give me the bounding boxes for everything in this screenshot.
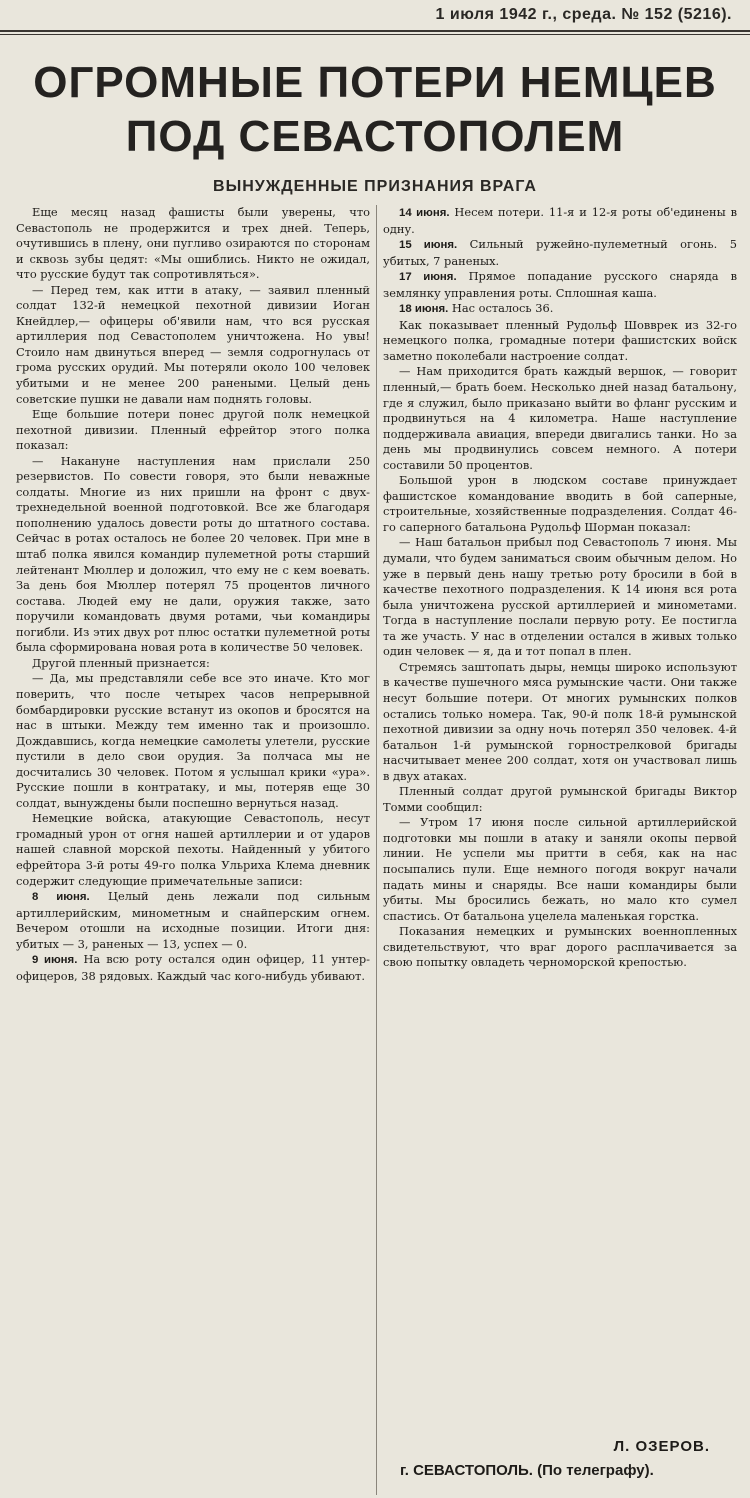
paragraph: Еще большие потери понес другой полк немецкой пехотной дивизии. Пленный ефрейтор этого полка показал: (16, 407, 370, 453)
paragraph: Еще месяц назад фашисты были уверены, что Севастополь не продержится и трех дней. Теперь, очутившись в плену, они пугливо озираются по сторонам и сквозь зубы цедят: «Мы ошиблись. Никто не ожидал, что русские будут так сопротивляться». (16, 205, 370, 282)
diary-text: На всю роту остался один офицер, 11 унтер-офицеров, 38 рядовых. Каждый час кого-нибудь убивают. (16, 952, 371, 983)
diary-date: 9 июня. (32, 954, 78, 967)
header-rule (0, 30, 750, 32)
paragraph: — Перед тем, как итти в атаку, — заявил пленный солдат 132-й немецкой пехотной дивизии Иоган Кнейдлер,— офицеры об'явили нам, что вся русская артиллерия под Севастополем уничтожена. Но увы! Стоило нам двинуться вперед — земля содрогнулась от грома русских орудий. Мы потеряли около 100 человек убитыми и не менее 200 ранеными. Целый день советские пушки не давали нам поднять головы. (16, 282, 370, 406)
diary-text: Целый день лежали под сильным артиллерийским, минометным и снайперским огнем. Вечером отошли на исходные позиции. Итоги дня: убитых — 3, раненых — 13, успех — 0. (16, 889, 370, 951)
paragraph: — Наш батальон прибыл под Севастополь 7 июня. Мы думали, что будем заниматься своим обычным делом. Но уже в первый день нашу третью роту бросили в бой в качестве пехотного подразделения. К 14 июня вся рота была уничтожена русской артиллерией и минометами. Тогда в наступление послали первую роту. Ее постигла та же участь. У нас в отделении остался в живых только один человек — я, да и тот попал в плен. (383, 535, 737, 659)
paragraph: Как показывает пленный Рудольф Шовврек из 32-го немецкого полка, громадные потери фашистских войск заметно поколебали настроение солдат. (383, 317, 737, 363)
headline-line-1: ОГРОМНЫЕ ПОТЕРИ НЕМЦЕВ (33, 58, 717, 107)
diary-text: Несем потери. 11-я и 12-я роты об'единены в одну. (383, 205, 738, 236)
paragraph: — Нам приходится брать каждый вершок, — говорит пленный,— брать боем. Несколько дней назад батальону, где я служил, было приказано выйти во фланг русским и продвинуться на 4 километра. Наше наступление поддерживала авиация, впереди двигались танки. Но за день мы продвинулись совсем немного. А потери составили 50 процентов. (383, 364, 737, 472)
paragraph: Большой урон в людском составе принуждает фашистское командование вводить в бой саперные, строительные, хозяйственные подразделения. Солдат 46-го саперного батальона Рудольф Шорман показал: (383, 473, 737, 534)
diary-entry (16, 889, 370, 952)
article-column-right (383, 205, 737, 971)
headline (0, 56, 750, 164)
dateline-place: г. СЕВАСТОПОЛЬ. (По телеграфу). (400, 1462, 654, 1479)
dateline: 1 июля 1942 г., среда. № 152 (5216). (435, 6, 732, 23)
diary-entry (383, 301, 737, 318)
diary-entry (383, 237, 737, 269)
diary-date: 18 июня. (399, 303, 449, 316)
header-rule-thin (0, 34, 750, 35)
article-column-left (16, 205, 370, 984)
diary-text: Нас осталось 36. (451, 301, 554, 316)
paragraph: Стремясь заштопать дыры, немцы широко используют в качестве пушечного мяса румынские части. Они также несут большие потери. От многих румынских полков остались только номера. Так, 90-й полк 18-й румынской пехотной дивизии за одну ночь потерял 350 человек. 4-й батальон 1-й румынской горнострелковой бригады насчитывает менее 200 солдат, хотя он участвовал лишь в двух атаках. (383, 659, 737, 783)
diary-entry (16, 952, 370, 984)
diary-date: 8 июня. (32, 891, 90, 904)
diary-date: 14 июня. (399, 207, 450, 219)
diary-date: 17 июня. (399, 271, 457, 284)
paragraph: Показания немецких и румынских военнопленных свидетельствуют, что враг дорого расплачивается за свою попытку овладеть черноморской крепостью. (383, 924, 737, 970)
author-signature: Л. ОЗЕРОВ. (613, 1438, 710, 1455)
headline-line-2: ПОД СЕВАСТОПОЛЕМ (125, 112, 625, 161)
diary-text: Сильный ружейно-пулеметный огонь. 5 убитых, 7 раненых. (383, 237, 737, 268)
paragraph: — Да, мы представляли себе все это иначе. Кто мог поверить, что после четырех часов непрерывной бомбардировки русские встанут из окопов и бросятся на нас в штыки. Между тем именно так и произошло. Дождавшись, когда немецкие самолеты улетели, русские пустили в дело свои орудия. За полчаса мы не досчитались 30 человек. Потом я услышал крики «ура». Русские пошли в контратаку, и мы, потеряв еще 30 солдат, вынуждены были поспешно вернуться назад. (16, 671, 370, 810)
column-divider (376, 205, 377, 1495)
diary-entry (383, 269, 737, 301)
paragraph: Другой пленный признается: (32, 655, 210, 670)
diary-text: Прямое попадание русского снаряда в землянку управления роты. Сплошная каша. (383, 269, 737, 300)
diary-date: 15 июня. (399, 239, 458, 252)
diary-entry (383, 205, 737, 237)
paragraph: Немецкие войска, атакующие Севастополь, несут громадный урон от огня нашей артиллерии и от ударов нашей славной морской пехоты. Найденный у убитого ефрейтора 3-й роты 49-го полка Ульриха Клема дневник содержит следующие примечательные записи: (16, 811, 370, 888)
paragraph: — Утром 17 июня после сильной артиллерийской подготовки мы пошли в атаку и заняли окопы первой линии. Не успели мы притти в себя, как на нас посыпались пули. Еще немного погодя вокруг начали падать мины и снаряды. Все наши командиры были убиты. Мы бросились бежать, но мало кто сумел спастись. От батальона уцелела маленькая горстка. (383, 815, 737, 923)
subheadline: ВЫНУЖДЕННЫЕ ПРИЗНАНИЯ ВРАГА (213, 178, 537, 195)
paragraph: Пленный солдат другой румынской бригады Виктор Томми сообщил: (383, 784, 737, 814)
paragraph: — Накануне наступления нам прислали 250 резервистов. По совести говоря, это были неважные солдаты. Многие из них пришли на фронт с двух-трехнедельной военной подготовкой. Все же благодаря пополнению удалось довести роты до штатного состава. Сейчас в ротах осталось не более 20 человек. При мне в штаб полка явился командир пулеметной роты старший лейтенант Мюллер и доложил, что ему не с кем воевать. За день боя Мюллер потерял 75 процентов личного состава. Людей ему не дали, оружия также, зато поручили командовать двумя ротами, чьи командиры погибли. Из этих двух рот плюс остатки пулеметной роты была сформирована новая рота в количестве 50 человек. (16, 453, 370, 655)
